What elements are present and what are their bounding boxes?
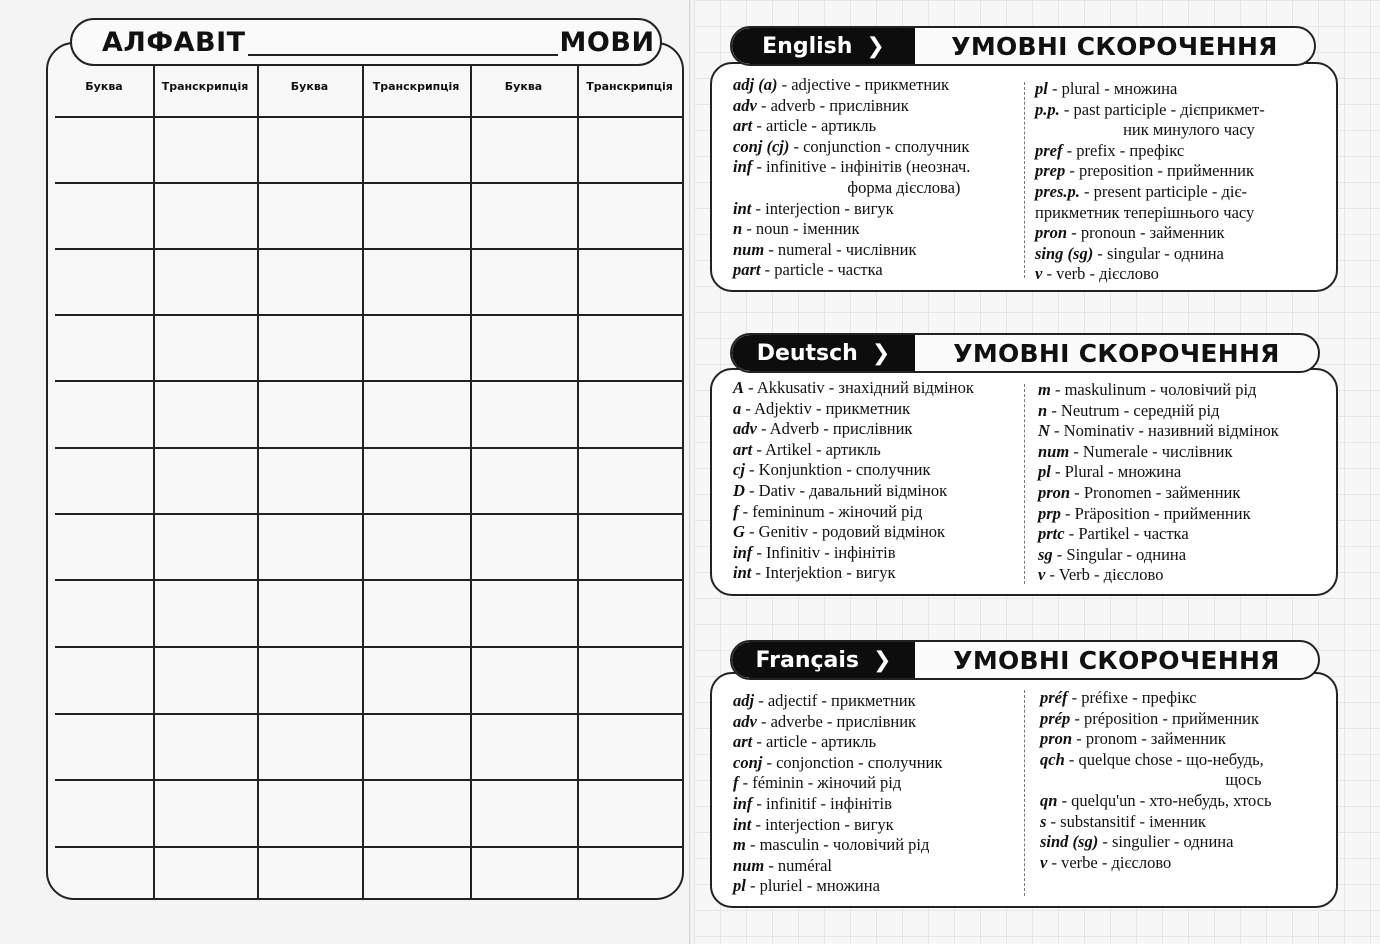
table-row-line [55, 846, 684, 848]
abbr-definition: - féminin - жіночий рід [738, 773, 902, 793]
abbr-definition: - verb - дієслово [1042, 264, 1159, 284]
abbr-term: prép [1040, 708, 1071, 728]
abbr-entry [1038, 462, 1279, 483]
abbr-term: m [733, 835, 746, 855]
lang-name: English [762, 33, 853, 59]
abbr-term: prep [1035, 161, 1066, 181]
abbr-entry [733, 856, 942, 877]
table-column-line [153, 62, 155, 900]
column-divider [1024, 82, 1025, 278]
table-column-line [470, 62, 472, 900]
abbr-definition: - Präposition - прийменник [1060, 503, 1251, 523]
english-header [730, 26, 1316, 66]
abbr-term: part [733, 260, 761, 280]
abbr-entry [1040, 750, 1272, 771]
abbr-definition: - singulier - однина [1098, 832, 1234, 852]
abbr-entry [1038, 504, 1279, 525]
francais-lang-pill [732, 642, 915, 678]
abbr-term: A [733, 378, 745, 397]
deutsch-right-column [1038, 380, 1279, 586]
abbr-definition: - past participle - дієприкмет- [1059, 99, 1265, 119]
abbr-term: adv [733, 95, 757, 115]
abbr-term: G [733, 522, 745, 542]
abbr-entry [1040, 791, 1272, 812]
abbr-definition: - Verb - дієслово [1045, 565, 1164, 585]
abbr-definition: - femininum - жіночий рід [738, 501, 923, 521]
abbr-entry [1035, 182, 1265, 203]
chevron-right-icon: ❯ [871, 340, 891, 366]
abbr-definition: - article - артикль [752, 732, 877, 752]
section-title: УМОВНІ СКОРОЧЕННЯ [953, 338, 1280, 368]
abbr-definition: - substansitif - іменник [1046, 811, 1206, 831]
abbr-definition: - particle - частка [760, 260, 883, 280]
abbr-term: art [733, 732, 753, 752]
abbr-term: v [1035, 264, 1043, 284]
abbr-definition: - Adjektiv - прикметник [741, 398, 911, 418]
abbr-entry [1035, 161, 1265, 182]
abbr-definition: - Dativ - давальний відмінок [744, 480, 948, 500]
abbr-definition: - numéral [764, 855, 832, 875]
abbr-definition: - Akkusativ - знахідний відмінок [744, 378, 974, 397]
abbr-definition: - Konjunktion - сполучник [744, 460, 931, 480]
abbr-term: m [1038, 380, 1051, 399]
abbr-definition: - maskulinum - чоловічий рід [1050, 380, 1257, 399]
abbr-definition: - Plural - множина [1050, 462, 1182, 482]
abbr-term: inf [733, 542, 753, 562]
abbr-definition-continued: форма дієслова) [847, 177, 961, 197]
abbr-entry [733, 835, 942, 856]
francais-left-column [733, 691, 942, 897]
abbr-term: n [1038, 400, 1048, 420]
abbr-entry [733, 876, 942, 897]
abbr-entry [1035, 79, 1265, 100]
deutsch-lang-pill [732, 335, 915, 371]
abbr-term: p.p. [1035, 99, 1060, 119]
abbr-term: v [1038, 565, 1046, 585]
deutsch-header [730, 333, 1320, 373]
alphabet-title-bar [70, 18, 662, 66]
abbr-term: sing (sg) [1035, 243, 1094, 263]
abbr-term: num [733, 239, 765, 259]
abbr-definition-continued: ник минулого часу [1123, 120, 1255, 140]
abbr-definition: - noun - іменник [742, 219, 860, 239]
english-lang-pill [732, 28, 915, 64]
table-row-line [55, 713, 684, 715]
abbr-entry [1038, 421, 1279, 442]
abbr-term: N [1038, 421, 1050, 441]
abbr-definition: - Nominativ - називний відмінок [1049, 421, 1279, 441]
abbr-definition: - interjection - вигук [751, 814, 894, 834]
francais-header [730, 640, 1320, 680]
abbr-definition: - Interjektion - вигук [751, 563, 896, 583]
abbr-term: D [733, 480, 745, 500]
abbr-definition: - Genitiv - родовий відмінок [744, 522, 946, 542]
abbr-entry [1038, 380, 1279, 401]
abbr-definition: - article - артикль [752, 116, 877, 136]
abbr-entry [1038, 442, 1279, 463]
column-divider [1024, 384, 1025, 584]
francais-right-column [1040, 688, 1272, 873]
table-column-line [257, 62, 259, 900]
abbr-entry [733, 260, 970, 281]
abbr-term: conj [733, 752, 763, 772]
abbr-entry [733, 116, 970, 137]
section-title: УМОВНІ СКОРОЧЕННЯ [951, 31, 1278, 61]
abbr-term: prp [1038, 503, 1061, 523]
abbr-entry [1035, 264, 1265, 285]
abbr-term: f [733, 501, 739, 521]
abbr-definition: - numeral - числівник [764, 239, 917, 259]
abbr-entry [1035, 141, 1265, 162]
abbr-entry [733, 399, 974, 420]
alphabet-title-left: АЛФАВІТ [102, 26, 246, 58]
table-row-line [55, 380, 684, 382]
abbr-definition: - Partikel - частка [1064, 524, 1189, 544]
abbr-entry [733, 732, 942, 753]
abbr-term: pron [1035, 223, 1068, 243]
abbr-definition: - Artikel - артикль [752, 439, 881, 459]
abbr-definition: - singular - однина [1093, 243, 1224, 263]
alphabet-title-right: МОВИ [559, 26, 655, 58]
abbr-definition: - infinitif - інфінітів [752, 793, 892, 813]
language-name-blank[interactable] [248, 28, 558, 56]
chevron-right-icon: ❯ [873, 647, 892, 673]
abbr-definition: - quelqu'un - хто-небудь, хтось [1057, 790, 1272, 810]
abbr-term: pres.p. [1035, 181, 1080, 201]
abbr-term: cj [733, 460, 745, 480]
abbr-term: inf [733, 793, 753, 813]
column-divider [1024, 690, 1025, 896]
abbr-term: conj (cj) [733, 136, 790, 156]
table-row-line [55, 248, 684, 250]
abbr-entry [1040, 688, 1272, 709]
table-row-line [55, 779, 684, 781]
abbr-entry [1040, 729, 1272, 750]
abbr-term: n [733, 219, 743, 239]
abbr-entry [733, 753, 942, 774]
abbr-entry [733, 75, 970, 96]
table-row-line [55, 182, 684, 184]
lang-name: Deutsch [756, 340, 858, 366]
abbr-definition: - Infinitiv - інфінітів [752, 542, 896, 562]
abbr-entry [1038, 524, 1279, 545]
abbr-definition: - adverb - прислівник [756, 95, 909, 115]
english-right-column [1035, 79, 1265, 285]
abbr-definition: - interjection - вигук [751, 198, 894, 218]
abbr-definition: - conjonction - сполучник [762, 752, 943, 772]
abbr-definition: - pronoun - займенник [1067, 223, 1225, 243]
abbr-definition: - adjectif - прикметник [754, 691, 916, 710]
abbr-entry [1035, 100, 1265, 121]
abbr-definition: - Adverb - прислівник [756, 419, 913, 439]
abbr-term: s [1040, 811, 1047, 831]
abbr-term: pref [1035, 140, 1063, 160]
table-row-line [55, 513, 684, 515]
abbr-definition: - Pronomen - займенник [1070, 482, 1241, 502]
column-header: Транскрипція [372, 80, 460, 93]
column-header: Буква [290, 80, 329, 93]
abbr-definition: - infinitive - інфінітів (неознач. [752, 157, 971, 177]
table-row-line [55, 579, 684, 581]
abbr-term: a [733, 398, 742, 418]
abbr-entry [733, 199, 970, 220]
abbr-entry [733, 481, 974, 502]
abbr-entry [733, 563, 974, 584]
abbr-entry [733, 440, 974, 461]
abbr-entry [1035, 223, 1265, 244]
abbr-entry [733, 157, 970, 178]
lang-name: Français [755, 647, 860, 673]
abbr-term: int [733, 563, 752, 583]
abbr-definition: - pronom - займенник [1072, 729, 1226, 749]
abbr-entry [1038, 545, 1279, 566]
abbr-definition: - preposition - прийменник [1065, 161, 1254, 181]
abbr-definition: - Neutrum - середній рід [1047, 400, 1220, 420]
abbr-entry [733, 137, 970, 158]
abbr-definition: - present participle - діє- [1079, 181, 1248, 201]
table-row-line [55, 447, 684, 449]
abbr-definition-continued: прикметник теперішнього часу [1035, 202, 1255, 222]
abbr-entry [733, 240, 970, 261]
abbr-entry [1040, 853, 1272, 874]
abbr-entry [1035, 244, 1265, 265]
abbr-definition: - masculin - чоловічий рід [745, 835, 930, 855]
abbr-entry [733, 691, 942, 712]
abbr-term: num [1038, 441, 1070, 461]
abbr-term: adj (a) [733, 75, 778, 94]
abbr-definition: - prefix - префікс [1062, 140, 1185, 160]
abbr-term: int [733, 814, 752, 834]
column-header: Буква [85, 80, 123, 93]
abbr-entry [733, 712, 942, 733]
abbr-definition: - conjunction - сполучник [789, 136, 970, 156]
abbr-entry [1040, 812, 1272, 833]
abbr-term: num [733, 855, 765, 875]
abbr-term: sind (sg) [1040, 832, 1099, 852]
abbr-entry [733, 96, 970, 117]
abbr-entry [733, 522, 974, 543]
abbr-entry [733, 773, 942, 794]
abbr-term: qn [1040, 790, 1058, 810]
abbr-definition: - quelque chose - що-небудь, [1064, 749, 1264, 769]
alphabet-table [55, 62, 684, 900]
abbr-term: f [733, 773, 739, 793]
abbr-term: adj [733, 691, 755, 710]
table-column-line [577, 62, 579, 900]
table-row-line [55, 116, 684, 118]
abbr-entry [733, 543, 974, 564]
abbr-entry [733, 460, 974, 481]
abbr-term: sg [1038, 544, 1053, 564]
abbr-term: prtc [1038, 524, 1065, 544]
abbr-entry [1038, 565, 1279, 586]
abbr-term: art [733, 439, 753, 459]
abbr-definition-continued: щось [1225, 770, 1262, 790]
column-header: Буква [504, 80, 543, 93]
abbr-entry [1040, 832, 1272, 853]
abbr-term: pron [1040, 729, 1073, 749]
table-row-line [55, 646, 684, 648]
column-header: Транскрипція [161, 80, 249, 93]
abbr-term: int [733, 198, 752, 218]
deutsch-left-column [733, 378, 974, 584]
abbr-entry [733, 219, 970, 240]
abbr-definition: - Numerale - числівник [1069, 441, 1233, 461]
abbr-definition: - adverbe - прислівник [756, 711, 917, 731]
abbr-entry [733, 794, 942, 815]
abbr-definition: - plural - множина [1047, 79, 1178, 98]
abbr-definition: - préposition - прийменник [1070, 708, 1259, 728]
abbr-entry [1038, 483, 1279, 504]
abbr-entry [1040, 709, 1272, 730]
abbr-definition: - adjective - прикметник [777, 75, 950, 94]
abbr-term: pl [1035, 79, 1048, 98]
column-header: Транскрипція [586, 80, 673, 93]
abbr-definition: - verbe - дієслово [1047, 852, 1172, 872]
table-row-line [55, 314, 684, 316]
abbr-term: qch [1040, 749, 1065, 769]
abbr-entry [733, 502, 974, 523]
english-left-column [733, 75, 970, 281]
abbr-term: pl [733, 876, 746, 896]
abbr-term: préf [1040, 688, 1068, 707]
abbr-term: art [733, 116, 753, 136]
table-column-line [362, 62, 364, 900]
abbr-term: pl [1038, 462, 1051, 482]
section-title: УМОВНІ СКОРОЧЕННЯ [953, 645, 1280, 675]
abbr-definition: - pluriel - множина [745, 876, 880, 896]
abbr-term: adv [733, 711, 757, 731]
abbr-term: pron [1038, 482, 1071, 502]
abbr-term: v [1040, 852, 1048, 872]
abbr-entry [733, 815, 942, 836]
abbr-term: inf [733, 157, 753, 177]
abbr-entry [733, 378, 974, 399]
abbr-term: adv [733, 419, 757, 439]
abbr-entry [1038, 401, 1279, 422]
abbr-definition: - Singular - однина [1052, 544, 1187, 564]
abbr-entry [733, 419, 974, 440]
chevron-right-icon: ❯ [866, 33, 885, 59]
abbr-definition: - préfixe - префікс [1067, 688, 1197, 707]
